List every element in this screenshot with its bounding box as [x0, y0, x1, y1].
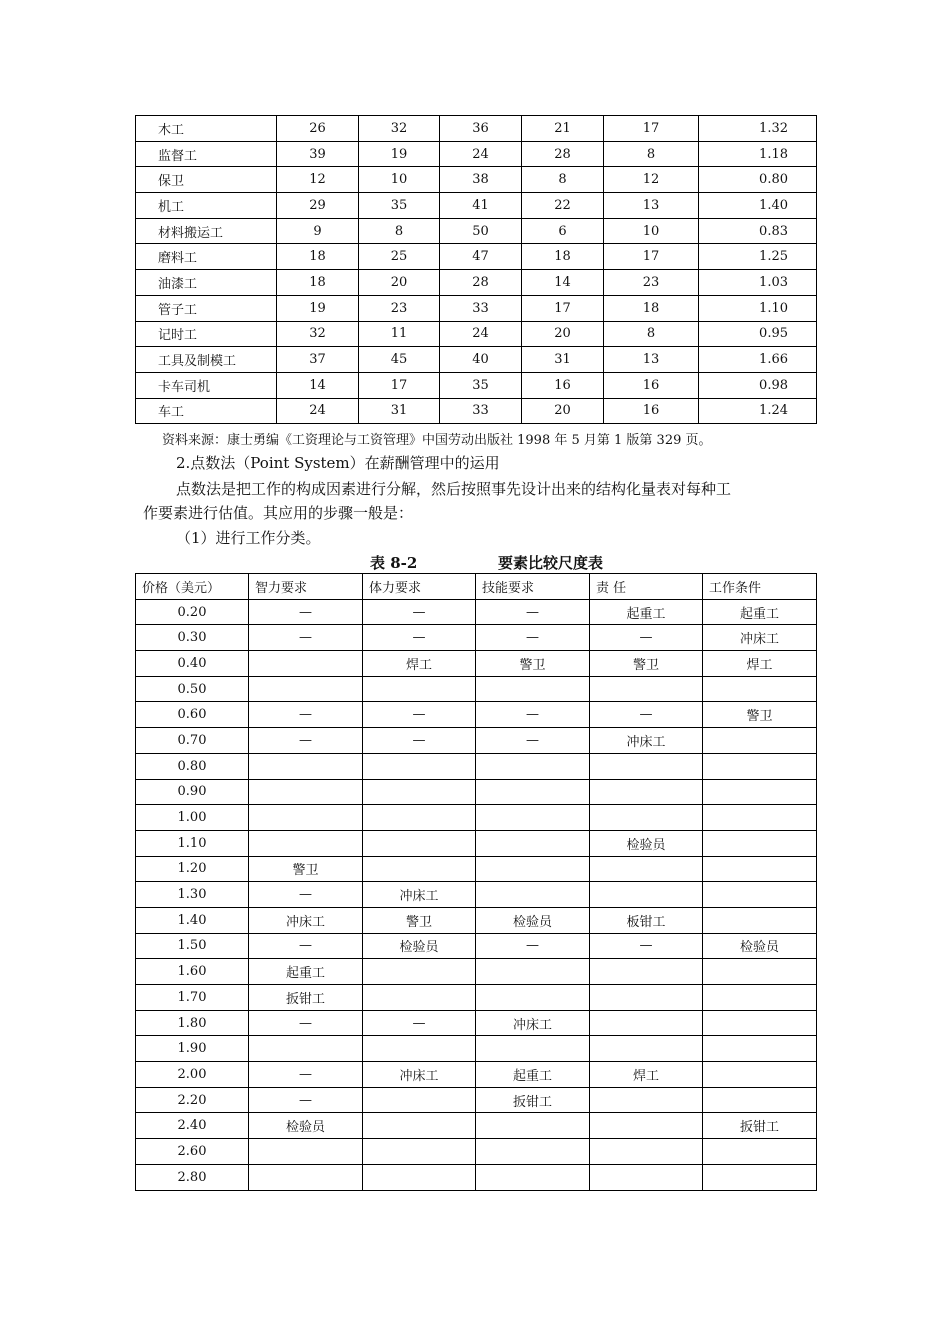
table-row — [136, 959, 817, 985]
table-caption-number: 表 8-2 — [370, 554, 418, 572]
job-cell: — — [363, 1010, 476, 1036]
table-row — [136, 1113, 817, 1139]
value-cell: 33 — [440, 398, 522, 424]
job-factor-table — [135, 115, 817, 424]
value-cell: 16 — [604, 398, 699, 424]
job-cell — [476, 1164, 590, 1190]
job-cell: 扳钳工 — [476, 1087, 590, 1113]
value-cell: 1.25 — [699, 244, 817, 270]
job-cell — [249, 753, 363, 779]
job-cell: — — [249, 1010, 363, 1036]
value-cell: 13 — [604, 193, 699, 219]
column-header: 价格（美元） — [136, 574, 249, 600]
job-cell: 检验员 — [590, 830, 703, 856]
job-name-cell: 磨料工 — [136, 244, 277, 270]
price-cell: 0.40 — [136, 651, 249, 677]
job-cell — [703, 1036, 817, 1062]
job-name-cell: 监督工 — [136, 141, 277, 167]
job-cell — [476, 779, 590, 805]
table-row — [136, 347, 817, 373]
job-cell: 冲床工 — [476, 1010, 590, 1036]
price-cell: 1.70 — [136, 985, 249, 1011]
job-cell — [363, 1113, 476, 1139]
job-cell — [703, 676, 817, 702]
job-cell: 焊工 — [703, 651, 817, 677]
table-row — [136, 985, 817, 1011]
job-cell — [703, 856, 817, 882]
factor-comparison-scale-table — [135, 573, 817, 1191]
job-cell — [590, 1113, 703, 1139]
job-cell — [476, 1036, 590, 1062]
price-cell: 2.80 — [136, 1164, 249, 1190]
price-cell: 2.20 — [136, 1087, 249, 1113]
step-1: （1）进行工作分类。 — [176, 529, 321, 547]
job-cell — [590, 1087, 703, 1113]
job-cell — [249, 1139, 363, 1165]
job-cell — [476, 985, 590, 1011]
job-cell — [249, 805, 363, 831]
job-name-cell: 油漆工 — [136, 270, 277, 296]
price-cell: 0.30 — [136, 625, 249, 651]
job-cell: 冲床工 — [703, 625, 817, 651]
value-cell: 23 — [359, 295, 440, 321]
value-cell: 31 — [359, 398, 440, 424]
job-factor-table-body — [136, 116, 817, 424]
job-cell — [363, 1164, 476, 1190]
table-row — [136, 882, 817, 908]
job-name-cell: 木工 — [136, 116, 277, 142]
job-cell: — — [590, 933, 703, 959]
job-cell — [249, 779, 363, 805]
price-cell: 2.60 — [136, 1139, 249, 1165]
table-row — [136, 779, 817, 805]
value-cell: 12 — [604, 167, 699, 193]
value-cell: 24 — [440, 321, 522, 347]
job-cell: 焊工 — [363, 651, 476, 677]
job-cell: 警卫 — [363, 907, 476, 933]
value-cell: 33 — [440, 295, 522, 321]
job-cell — [363, 985, 476, 1011]
value-cell: 35 — [359, 193, 440, 219]
value-cell: 0.98 — [699, 372, 817, 398]
job-cell: 起重工 — [476, 1062, 590, 1088]
value-cell: 1.40 — [699, 193, 817, 219]
table-row — [136, 728, 817, 754]
value-cell: 32 — [277, 321, 359, 347]
table-row — [136, 805, 817, 831]
price-cell: 1.90 — [136, 1036, 249, 1062]
table-row — [136, 1164, 817, 1190]
value-cell: 24 — [277, 398, 359, 424]
value-cell: 18 — [277, 244, 359, 270]
job-cell: 检验员 — [363, 933, 476, 959]
job-cell: — — [249, 1062, 363, 1088]
table-row — [136, 907, 817, 933]
job-cell — [476, 753, 590, 779]
job-cell — [476, 1139, 590, 1165]
value-cell: 39 — [277, 141, 359, 167]
job-cell: — — [249, 1087, 363, 1113]
job-cell: 检验员 — [476, 907, 590, 933]
table-row — [136, 753, 817, 779]
job-cell: 冲床工 — [590, 728, 703, 754]
price-cell: 0.60 — [136, 702, 249, 728]
job-cell — [590, 856, 703, 882]
job-cell: 警卫 — [703, 702, 817, 728]
table-row — [136, 1010, 817, 1036]
value-cell: 20 — [522, 321, 604, 347]
job-cell: 警卫 — [590, 651, 703, 677]
job-cell — [363, 830, 476, 856]
job-cell: — — [476, 728, 590, 754]
value-cell: 1.10 — [699, 295, 817, 321]
value-cell: 18 — [277, 270, 359, 296]
value-cell: 17 — [604, 116, 699, 142]
job-cell — [363, 805, 476, 831]
header-row — [136, 574, 817, 600]
job-cell — [703, 959, 817, 985]
value-cell: 11 — [359, 321, 440, 347]
job-cell — [249, 830, 363, 856]
job-cell: 板钳工 — [590, 907, 703, 933]
value-cell: 16 — [522, 372, 604, 398]
job-cell — [590, 805, 703, 831]
job-cell — [476, 959, 590, 985]
job-cell — [590, 1164, 703, 1190]
value-cell: 23 — [604, 270, 699, 296]
job-cell: 检验员 — [703, 933, 817, 959]
section-title: 2.点数法（Point System）在薪酬管理中的运用 — [176, 454, 500, 472]
value-cell: 25 — [359, 244, 440, 270]
job-cell: — — [363, 625, 476, 651]
table-row — [136, 270, 817, 296]
column-header: 技能要求 — [476, 574, 590, 600]
table-row — [136, 1087, 817, 1113]
value-cell: 38 — [440, 167, 522, 193]
job-cell — [476, 882, 590, 908]
job-name-cell: 卡车司机 — [136, 372, 277, 398]
price-cell: 1.40 — [136, 907, 249, 933]
job-cell: 起重工 — [703, 599, 817, 625]
job-cell — [590, 1036, 703, 1062]
value-cell: 13 — [604, 347, 699, 373]
scale-table-body — [136, 599, 817, 1190]
job-cell: — — [249, 728, 363, 754]
value-cell: 26 — [277, 116, 359, 142]
price-cell: 2.40 — [136, 1113, 249, 1139]
value-cell: 22 — [522, 193, 604, 219]
table-row — [136, 244, 817, 270]
job-name-cell: 材料搬运工 — [136, 218, 277, 244]
job-cell: 冲床工 — [363, 1062, 476, 1088]
job-cell — [703, 1087, 817, 1113]
value-cell: 28 — [522, 141, 604, 167]
job-cell — [703, 1164, 817, 1190]
value-cell: 17 — [604, 244, 699, 270]
value-cell: 21 — [522, 116, 604, 142]
job-cell — [703, 1139, 817, 1165]
job-cell: 警卫 — [476, 651, 590, 677]
job-name-cell: 工具及制模工 — [136, 347, 277, 373]
table-row — [136, 599, 817, 625]
value-cell: 9 — [277, 218, 359, 244]
job-cell: — — [476, 702, 590, 728]
value-cell: 10 — [604, 218, 699, 244]
job-cell — [590, 1139, 703, 1165]
price-cell: 1.10 — [136, 830, 249, 856]
job-cell: 检验员 — [249, 1113, 363, 1139]
table-row — [136, 651, 817, 677]
job-cell: — — [363, 728, 476, 754]
table-row — [136, 218, 817, 244]
job-cell: 警卫 — [249, 856, 363, 882]
job-cell — [363, 753, 476, 779]
price-cell: 2.00 — [136, 1062, 249, 1088]
price-cell: 1.80 — [136, 1010, 249, 1036]
table-row — [136, 1139, 817, 1165]
value-cell: 0.95 — [699, 321, 817, 347]
value-cell: 16 — [604, 372, 699, 398]
value-cell: 1.32 — [699, 116, 817, 142]
job-cell — [703, 1062, 817, 1088]
value-cell: 36 — [440, 116, 522, 142]
value-cell: 37 — [277, 347, 359, 373]
job-cell — [476, 830, 590, 856]
scale-table-header — [136, 574, 817, 600]
value-cell: 19 — [359, 141, 440, 167]
value-cell: 17 — [359, 372, 440, 398]
job-cell — [476, 805, 590, 831]
price-cell: 1.00 — [136, 805, 249, 831]
value-cell: 17 — [522, 295, 604, 321]
job-cell — [590, 959, 703, 985]
job-cell — [703, 753, 817, 779]
job-cell: — — [249, 625, 363, 651]
value-cell: 18 — [522, 244, 604, 270]
column-header: 体力要求 — [363, 574, 476, 600]
job-cell — [590, 676, 703, 702]
table-row — [136, 933, 817, 959]
job-cell: — — [363, 702, 476, 728]
column-header: 智力要求 — [249, 574, 363, 600]
value-cell: 28 — [440, 270, 522, 296]
job-cell — [363, 1087, 476, 1113]
table-row — [136, 830, 817, 856]
value-cell: 14 — [277, 372, 359, 398]
value-cell: 31 — [522, 347, 604, 373]
job-cell: 起重工 — [249, 959, 363, 985]
job-cell — [590, 753, 703, 779]
value-cell: 18 — [604, 295, 699, 321]
price-cell: 1.50 — [136, 933, 249, 959]
table-row — [136, 1036, 817, 1062]
job-cell: — — [249, 933, 363, 959]
value-cell: 40 — [440, 347, 522, 373]
value-cell: 50 — [440, 218, 522, 244]
table-row — [136, 321, 817, 347]
value-cell: 8 — [522, 167, 604, 193]
job-cell — [363, 1036, 476, 1062]
paragraph-line-1: 点数法是把工作的构成因素进行分解，然后按照事先设计出来的结构化量表对每种工 — [176, 480, 732, 498]
job-cell: 焊工 — [590, 1062, 703, 1088]
job-cell — [363, 856, 476, 882]
value-cell: 47 — [440, 244, 522, 270]
job-cell — [249, 676, 363, 702]
table-row — [136, 372, 817, 398]
job-name-cell: 记时工 — [136, 321, 277, 347]
job-cell — [363, 959, 476, 985]
value-cell: 10 — [359, 167, 440, 193]
job-cell — [476, 676, 590, 702]
value-cell: 8 — [359, 218, 440, 244]
job-cell — [249, 1036, 363, 1062]
job-cell: — — [476, 599, 590, 625]
job-name-cell: 管子工 — [136, 295, 277, 321]
job-cell: — — [249, 882, 363, 908]
job-cell: 扳钳工 — [703, 1113, 817, 1139]
price-cell: 0.70 — [136, 728, 249, 754]
job-cell — [590, 985, 703, 1011]
table-row — [136, 702, 817, 728]
job-cell — [590, 882, 703, 908]
job-cell: 冲床工 — [363, 882, 476, 908]
table-row — [136, 1062, 817, 1088]
job-cell: — — [249, 702, 363, 728]
price-cell: 1.20 — [136, 856, 249, 882]
value-cell: 35 — [440, 372, 522, 398]
job-cell — [703, 779, 817, 805]
price-cell: 1.30 — [136, 882, 249, 908]
value-cell: 6 — [522, 218, 604, 244]
column-header: 工作条件 — [703, 574, 817, 600]
job-name-cell: 保卫 — [136, 167, 277, 193]
job-cell — [703, 830, 817, 856]
job-cell: 起重工 — [590, 599, 703, 625]
table-row — [136, 856, 817, 882]
value-cell: 24 — [440, 141, 522, 167]
value-cell: 41 — [440, 193, 522, 219]
table-row — [136, 167, 817, 193]
job-cell — [590, 779, 703, 805]
price-cell: 0.90 — [136, 779, 249, 805]
job-cell — [476, 856, 590, 882]
value-cell: 1.24 — [699, 398, 817, 424]
value-cell: 19 — [277, 295, 359, 321]
value-cell: 20 — [359, 270, 440, 296]
job-cell: 扳钳工 — [249, 985, 363, 1011]
job-cell: — — [590, 625, 703, 651]
value-cell: 1.66 — [699, 347, 817, 373]
price-cell: 1.60 — [136, 959, 249, 985]
table-row — [136, 141, 817, 167]
value-cell: 0.83 — [699, 218, 817, 244]
job-cell — [703, 805, 817, 831]
value-cell: 14 — [522, 270, 604, 296]
job-cell — [363, 676, 476, 702]
job-cell: — — [476, 625, 590, 651]
price-cell: 0.20 — [136, 599, 249, 625]
job-cell — [363, 1139, 476, 1165]
value-cell: 12 — [277, 167, 359, 193]
job-cell — [249, 1164, 363, 1190]
paragraph-line-2: 作要素进行估值。其应用的步骤一般是： — [143, 504, 414, 522]
job-cell: — — [249, 599, 363, 625]
job-cell — [476, 1113, 590, 1139]
job-cell — [363, 779, 476, 805]
job-name-cell: 车工 — [136, 398, 277, 424]
price-cell: 0.50 — [136, 676, 249, 702]
table-row — [136, 116, 817, 142]
price-cell: 0.80 — [136, 753, 249, 779]
table-row — [136, 676, 817, 702]
value-cell: 29 — [277, 193, 359, 219]
job-cell — [703, 1010, 817, 1036]
source-note: 资料来源：康士勇编《工资理论与工资管理》中国劳动出版社 1998 年 5 月第 1 版第 329 页。 — [162, 433, 712, 448]
job-cell: 冲床工 — [249, 907, 363, 933]
value-cell: 45 — [359, 347, 440, 373]
table-row — [136, 398, 817, 424]
job-cell — [703, 907, 817, 933]
value-cell: 20 — [522, 398, 604, 424]
value-cell: 8 — [604, 141, 699, 167]
job-cell — [590, 1010, 703, 1036]
table-row — [136, 625, 817, 651]
job-cell — [703, 728, 817, 754]
job-cell: — — [590, 702, 703, 728]
table-row — [136, 295, 817, 321]
column-header: 责 任 — [590, 574, 703, 600]
job-cell — [249, 651, 363, 677]
job-cell: — — [476, 933, 590, 959]
value-cell: 32 — [359, 116, 440, 142]
job-cell — [703, 985, 817, 1011]
value-cell: 8 — [604, 321, 699, 347]
table-row — [136, 193, 817, 219]
value-cell: 1.18 — [699, 141, 817, 167]
job-cell: — — [363, 599, 476, 625]
value-cell: 1.03 — [699, 270, 817, 296]
table-caption-title: 要素比较尺度表 — [498, 554, 604, 572]
job-cell — [703, 882, 817, 908]
value-cell: 0.80 — [699, 167, 817, 193]
job-name-cell: 机工 — [136, 193, 277, 219]
